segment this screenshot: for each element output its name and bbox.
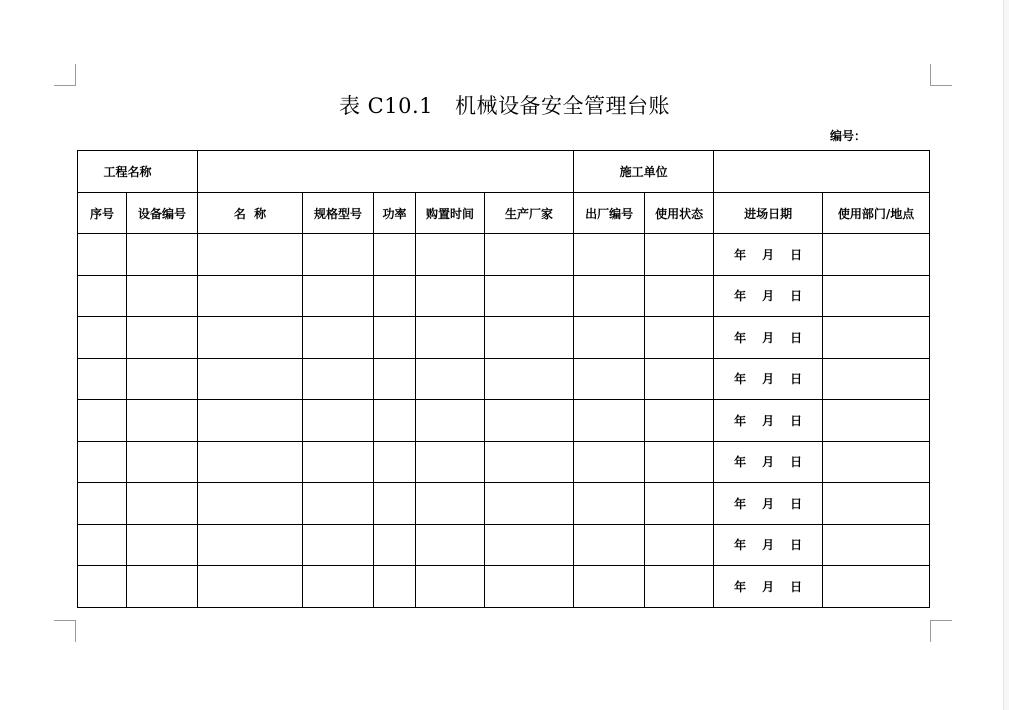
cell-dept-location[interactable] (823, 400, 930, 442)
cell-model[interactable] (303, 524, 374, 566)
col-header-equipment-no: 设备编号 (127, 193, 198, 234)
cell-no[interactable] (78, 483, 127, 525)
cell-entry-date[interactable] (714, 317, 823, 359)
col-header-purchase-time: 购置时间 (416, 193, 485, 234)
cell-model[interactable] (303, 358, 374, 400)
date-year-label: 年 (734, 372, 747, 387)
cell-no[interactable] (78, 234, 127, 276)
cell-equipment-no[interactable] (127, 358, 198, 400)
crop-mark-bottom-right (930, 620, 952, 642)
table-row (78, 317, 930, 359)
cell-manufacturer[interactable] (485, 234, 574, 276)
col-header-power: 功率 (374, 193, 416, 234)
cell-dept-location[interactable] (823, 317, 930, 359)
cell-power[interactable] (374, 441, 416, 483)
cell-power[interactable] (374, 317, 416, 359)
cell-manufacturer[interactable] (485, 317, 574, 359)
table-row (78, 234, 930, 276)
cell-power[interactable] (374, 358, 416, 400)
contractor-field[interactable] (714, 151, 930, 193)
cell-status[interactable] (645, 483, 714, 525)
title-text: 机械设备安全管理台账 (455, 94, 670, 118)
cell-power[interactable] (374, 234, 416, 276)
project-info-row (78, 151, 930, 193)
date-day-label: 日 (790, 289, 803, 304)
date-year-label: 年 (734, 455, 747, 470)
date-year-label: 年 (734, 579, 747, 594)
cell-dept-location[interactable] (823, 441, 930, 483)
date-year-label: 年 (734, 330, 747, 345)
cell-status[interactable] (645, 400, 714, 442)
cell-equipment-no[interactable] (127, 524, 198, 566)
date-month-label: 月 (762, 579, 775, 594)
crop-mark-top-right (930, 64, 952, 86)
cell-power[interactable] (374, 483, 416, 525)
cell-dept-location[interactable] (823, 483, 930, 525)
col-header-status: 使用状态 (645, 193, 714, 234)
cell-model[interactable] (303, 441, 374, 483)
cell-name[interactable] (198, 317, 303, 359)
cell-purchase-time[interactable] (416, 524, 485, 566)
cell-factory-no[interactable] (574, 483, 645, 525)
date-day-label: 日 (790, 496, 803, 511)
cell-purchase-time[interactable] (416, 566, 485, 608)
cell-purchase-time[interactable] (416, 275, 485, 317)
cell-name[interactable] (198, 524, 303, 566)
col-header-factory-no: 出厂编号 (574, 193, 645, 234)
cell-status[interactable] (645, 317, 714, 359)
date-month-label: 月 (762, 413, 775, 428)
cell-dept-location[interactable] (823, 566, 930, 608)
date-day-label: 日 (790, 579, 803, 594)
cell-no[interactable] (78, 441, 127, 483)
cell-factory-no[interactable] (574, 234, 645, 276)
cell-entry-date[interactable] (714, 441, 823, 483)
cell-dept-location[interactable] (823, 524, 930, 566)
project-name-label: 工程名称 (78, 151, 198, 193)
cell-purchase-time[interactable] (416, 483, 485, 525)
document-number-label: 编号： (830, 129, 867, 143)
cell-factory-no[interactable] (574, 358, 645, 400)
cell-equipment-no[interactable] (127, 441, 198, 483)
date-day-label: 日 (790, 330, 803, 345)
cell-manufacturer[interactable] (485, 275, 574, 317)
col-header-model: 规格型号 (303, 193, 374, 234)
cell-model[interactable] (303, 483, 374, 525)
document-title (0, 90, 1009, 120)
date-year-label: 年 (734, 247, 747, 262)
date-year-label: 年 (734, 413, 747, 428)
col-header-entry-date: 进场日期 (714, 193, 823, 234)
cell-manufacturer[interactable] (485, 441, 574, 483)
cell-entry-date[interactable] (714, 483, 823, 525)
table-row (78, 524, 930, 566)
cell-equipment-no[interactable] (127, 566, 198, 608)
date-year-label: 年 (734, 496, 747, 511)
cell-entry-date[interactable] (714, 358, 823, 400)
cell-no[interactable] (78, 317, 127, 359)
cell-status[interactable] (645, 234, 714, 276)
cell-equipment-no[interactable] (127, 400, 198, 442)
cell-no[interactable] (78, 275, 127, 317)
date-year-label: 年 (734, 538, 747, 553)
cell-status[interactable] (645, 275, 714, 317)
cell-name[interactable] (198, 275, 303, 317)
table-row (78, 275, 930, 317)
cell-entry-date[interactable] (714, 566, 823, 608)
crop-mark-bottom-left (54, 620, 76, 642)
cell-name[interactable] (198, 234, 303, 276)
cell-no[interactable] (78, 400, 127, 442)
column-header-row (78, 193, 930, 234)
cell-status[interactable] (645, 358, 714, 400)
ledger-body (78, 234, 930, 608)
cell-purchase-time[interactable] (416, 441, 485, 483)
cell-model[interactable] (303, 566, 374, 608)
cell-entry-date[interactable] (714, 234, 823, 276)
col-header-no: 序号 (78, 193, 127, 234)
cell-name[interactable] (198, 400, 303, 442)
cell-factory-no[interactable] (574, 524, 645, 566)
cell-dept-location[interactable] (823, 358, 930, 400)
equipment-ledger-table (77, 150, 930, 608)
date-month-label: 月 (762, 372, 775, 387)
cell-equipment-no[interactable] (127, 317, 198, 359)
cell-no[interactable] (78, 566, 127, 608)
cell-model[interactable] (303, 275, 374, 317)
date-day-label: 日 (790, 372, 803, 387)
project-name-field[interactable] (198, 151, 574, 193)
cell-entry-date[interactable] (714, 275, 823, 317)
col-header-name: 名 称 (198, 193, 303, 234)
cell-status[interactable] (645, 441, 714, 483)
cell-no[interactable] (78, 358, 127, 400)
cell-entry-date[interactable] (714, 524, 823, 566)
date-month-label: 月 (762, 289, 775, 304)
cell-equipment-no[interactable] (127, 483, 198, 525)
cell-purchase-time[interactable] (416, 358, 485, 400)
cell-factory-no[interactable] (574, 275, 645, 317)
cell-model[interactable] (303, 234, 374, 276)
col-header-manufacturer: 生产厂家 (485, 193, 574, 234)
cell-name[interactable] (198, 483, 303, 525)
col-header-dept-location: 使用部门/地点 (823, 193, 930, 234)
cell-equipment-no[interactable] (127, 275, 198, 317)
table-row (78, 566, 930, 608)
table-row (78, 358, 930, 400)
cell-purchase-time[interactable] (416, 234, 485, 276)
date-year-label: 年 (734, 289, 747, 304)
title-code: 表 C10.1 (338, 94, 433, 118)
date-day-label: 日 (790, 247, 803, 262)
cell-dept-location[interactable] (823, 234, 930, 276)
date-day-label: 日 (790, 538, 803, 553)
cell-power[interactable] (374, 400, 416, 442)
cell-no[interactable] (78, 524, 127, 566)
table-row (78, 483, 930, 525)
cell-name[interactable] (198, 441, 303, 483)
cell-manufacturer[interactable] (485, 400, 574, 442)
cell-factory-no[interactable] (574, 317, 645, 359)
cell-manufacturer[interactable] (485, 524, 574, 566)
cell-status[interactable] (645, 566, 714, 608)
cell-status[interactable] (645, 524, 714, 566)
date-day-label: 日 (790, 455, 803, 470)
date-day-label: 日 (790, 413, 803, 428)
cell-name[interactable] (198, 566, 303, 608)
cell-manufacturer[interactable] (485, 566, 574, 608)
date-month-label: 月 (762, 496, 775, 511)
cell-name[interactable] (198, 358, 303, 400)
date-month-label: 月 (762, 247, 775, 262)
cell-factory-no[interactable] (574, 441, 645, 483)
cell-manufacturer[interactable] (485, 483, 574, 525)
table-row (78, 400, 930, 442)
cell-manufacturer[interactable] (485, 358, 574, 400)
cell-factory-no[interactable] (574, 400, 645, 442)
cell-purchase-time[interactable] (416, 400, 485, 442)
cell-power[interactable] (374, 275, 416, 317)
date-month-label: 月 (762, 538, 775, 553)
table-row (78, 441, 930, 483)
cell-purchase-time[interactable] (416, 317, 485, 359)
cell-factory-no[interactable] (574, 566, 645, 608)
date-month-label: 月 (762, 455, 775, 470)
cell-entry-date[interactable] (714, 400, 823, 442)
cell-equipment-no[interactable] (127, 234, 198, 276)
cell-model[interactable] (303, 400, 374, 442)
crop-mark-top-left (54, 64, 76, 86)
cell-power[interactable] (374, 524, 416, 566)
date-month-label: 月 (762, 330, 775, 345)
contractor-label: 施工单位 (574, 151, 714, 193)
cell-dept-location[interactable] (823, 275, 930, 317)
cell-power[interactable] (374, 566, 416, 608)
cell-model[interactable] (303, 317, 374, 359)
